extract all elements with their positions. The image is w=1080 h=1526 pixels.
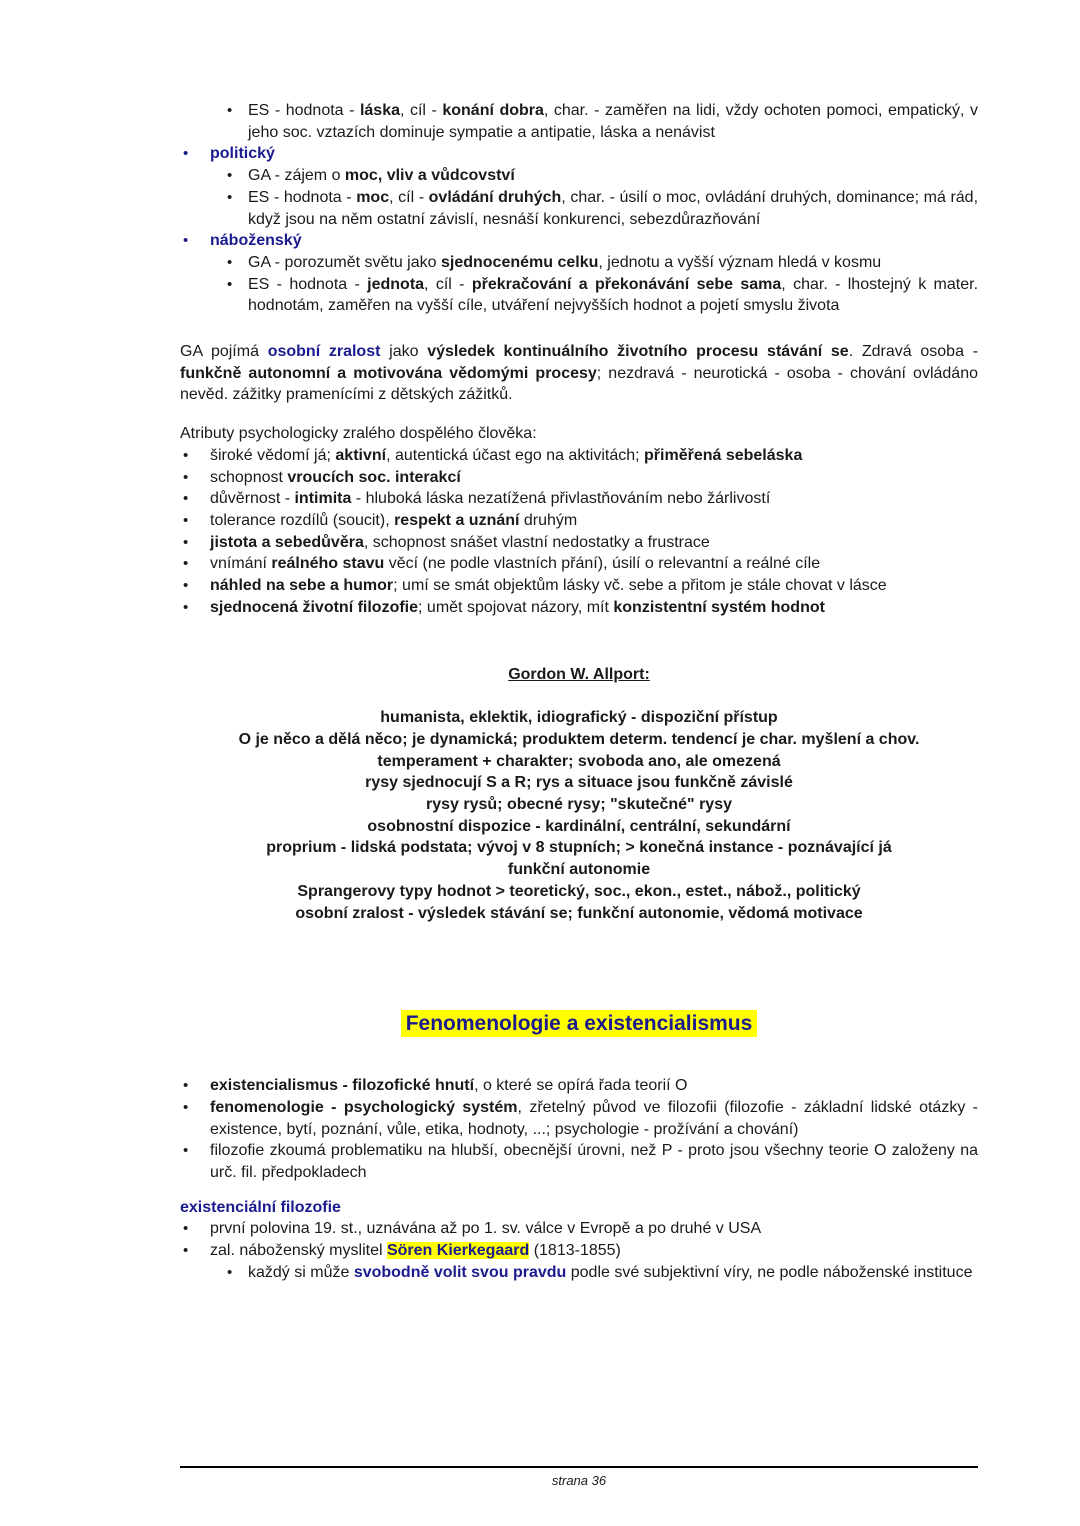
bullet-marker: • bbox=[227, 253, 233, 271]
text-run: , o které se opírá řada teorií O bbox=[474, 1077, 688, 1095]
text-run: osobnostní dispozice - kardinální, centrální, sekundární bbox=[367, 817, 791, 835]
text-run: Sören Kierkegaard bbox=[386, 1242, 530, 1260]
bullet-marker: • bbox=[183, 533, 189, 551]
bullet-item bbox=[180, 1218, 978, 1240]
text-run: , char. - zaměřen na lidi, vždy ochoten pomoci, empatický, v jeho soc. vztazích dominuje sympatie a antipatie, láska a nenávist bbox=[248, 102, 979, 141]
text-run: proprium - lidská podstata; vývoj v 8 stupních; > konečná instance - poznávající já bbox=[266, 839, 892, 857]
bullet-marker: • bbox=[227, 188, 233, 206]
bullet-item bbox=[180, 1140, 978, 1183]
bullet-item bbox=[180, 1097, 978, 1140]
text-run: ; umí se smát objektům lásky vč. sebe a přitom je stále chovat v lásce bbox=[393, 577, 887, 595]
text-run: věcí (ne podle vlastních přání), úsilí o relevantní a reálné cíle bbox=[384, 555, 821, 573]
text-run: rysy sjednocují S a R; rys a situace jsou funkčně závislé bbox=[365, 774, 793, 792]
centered-line bbox=[180, 903, 978, 925]
spacer bbox=[180, 1039, 978, 1075]
bullet-marker: • bbox=[183, 145, 189, 163]
bullet-marker: • bbox=[183, 1077, 189, 1095]
bullet-item bbox=[180, 575, 978, 597]
text-run: překračování a překonávání sebe sama bbox=[471, 275, 782, 293]
text-run: osobní zralost bbox=[267, 343, 381, 361]
page-footer bbox=[180, 1466, 978, 1488]
centered-line bbox=[180, 794, 978, 816]
spacer bbox=[180, 924, 978, 1009]
text-run: , zřetelný původ ve filozofii (filozofie - základní lidské otázky - existence, bytí, poznání, vůle, etika, hodnoty, ...; psychologie - prožívání a chování) bbox=[210, 1098, 979, 1138]
text-run: filozofie zkoumá problematiku na hlubší, obecnější úrovni, než P - proto jsou všechny teorie O založeny na urč. fil. předpokladech bbox=[210, 1142, 978, 1182]
text-run: sjednocená životní filozofie bbox=[210, 598, 419, 616]
text-run: ES - hodnota - bbox=[248, 102, 360, 119]
text-run: tolerance rozdílů (soucit), bbox=[210, 511, 395, 529]
text-run: ES - hodnota - bbox=[248, 275, 368, 293]
text-run: funkčně autonomní a motivována vědomými procesy bbox=[180, 364, 597, 382]
text-run: Gordon W. Allport: bbox=[508, 666, 650, 684]
bullet-marker: • bbox=[183, 577, 189, 595]
centered-line bbox=[180, 729, 978, 751]
text-run: druhým bbox=[519, 511, 578, 529]
text-run: zal. náboženský myslitel bbox=[210, 1242, 387, 1260]
text-run: sjednocenému celku bbox=[440, 253, 599, 271]
text-run: každý si může bbox=[248, 1263, 354, 1281]
text-run: moc bbox=[356, 188, 390, 206]
text-run: intimita bbox=[294, 490, 352, 508]
centered-line bbox=[180, 816, 978, 838]
text-run: humanista, eklektik, idiografický - dispoziční přístup bbox=[380, 709, 778, 727]
bullet-item bbox=[180, 143, 978, 165]
text-run: - hluboká láska nezatížená přivlastňováním nebo žárlivostí bbox=[351, 490, 771, 508]
page-number: strana 36 bbox=[551, 1473, 607, 1488]
text-run: , jednotu a vyšší význam hledá v kosmu bbox=[598, 253, 882, 271]
text-run: náhled na sebe a humor bbox=[210, 577, 394, 595]
text-run: respekt a uznání bbox=[394, 511, 520, 529]
bullet-marker: • bbox=[183, 1242, 189, 1260]
bullet-item bbox=[180, 1262, 978, 1284]
bullet-marker: • bbox=[183, 1142, 189, 1160]
text-run: O je něco a dělá něco; je dynamická; produktem determ. tendencí je char. myšlení a chov. bbox=[238, 730, 920, 748]
bullet-item bbox=[180, 553, 978, 575]
text-run: (1813-1855) bbox=[529, 1242, 621, 1260]
text-run: . Zdravá osoba - bbox=[848, 343, 979, 361]
bullet-item bbox=[180, 252, 978, 274]
text-run: , char. - lhostejný k mater. hodnotám, zaměřen na vyšší cíle, utváření nejvyšších hodnot a pojetí smyslu života bbox=[248, 275, 979, 315]
text-run: vroucích soc. interakcí bbox=[287, 468, 461, 486]
text-run: , schopnost snášet vlastní nedostatky a frustrace bbox=[363, 533, 710, 551]
bullet-marker: • bbox=[227, 275, 233, 293]
text-run: funkční autonomie bbox=[507, 861, 651, 879]
paragraph bbox=[180, 423, 978, 445]
text-run: existencialismus - filozofické hnutí bbox=[210, 1077, 475, 1095]
bullet-item bbox=[180, 488, 978, 510]
centered-line bbox=[180, 751, 978, 773]
bullet-marker: • bbox=[227, 1263, 233, 1281]
text-run: svobodně volit svou pravdu bbox=[353, 1263, 567, 1281]
text-run: Fenomenologie a existencialismus bbox=[401, 1010, 758, 1037]
text-run: fenomenologie - psychologický systém bbox=[210, 1098, 518, 1116]
bullet-item bbox=[180, 274, 978, 317]
bullet-item bbox=[180, 187, 978, 230]
bullet-marker: • bbox=[183, 232, 189, 250]
text-run: ES - hodnota - bbox=[248, 188, 357, 206]
text-run: Atributy psychologicky zralého dospělého člověka: bbox=[180, 425, 537, 443]
text-run: , cíl - bbox=[400, 102, 443, 119]
centered-line bbox=[180, 772, 978, 794]
text-run: , char. - úsilí o moc, ovládání druhých, dominance; má rád, když jsou na něm ostatní závislí, nesnáší konkurenci, sebezdůrazňování bbox=[248, 188, 979, 228]
centered-line bbox=[180, 707, 978, 729]
bullet-marker: • bbox=[227, 102, 233, 119]
bullet-item bbox=[180, 1240, 978, 1262]
text-run: rysy rysů; obecné rysy; "skutečné" rysy bbox=[426, 795, 732, 813]
text-run: , cíl - bbox=[389, 188, 429, 206]
bullet-marker: • bbox=[183, 446, 189, 464]
bullet-item bbox=[180, 510, 978, 532]
centered-line bbox=[180, 837, 978, 859]
text-run: aktivní bbox=[335, 446, 387, 464]
spacer bbox=[180, 406, 978, 423]
text-run: existenciální filozofie bbox=[180, 1198, 341, 1216]
bullet-item bbox=[180, 597, 978, 619]
text-run: GA - porozumět světu jako bbox=[248, 253, 441, 271]
text-run: láska bbox=[359, 102, 400, 119]
bullet-marker: • bbox=[183, 1098, 189, 1116]
centered-line bbox=[180, 859, 978, 881]
text-run: konání dobra bbox=[442, 102, 544, 119]
text-run: , autentická účast ego na aktivitách; bbox=[386, 446, 645, 464]
spacer bbox=[180, 317, 978, 341]
section-heading bbox=[180, 1009, 978, 1039]
text-run: GA - zájem o bbox=[248, 167, 345, 185]
bullet-item bbox=[180, 1075, 978, 1097]
spacer bbox=[180, 686, 978, 707]
text-run: reálného stavu bbox=[271, 555, 385, 573]
bullet-item bbox=[180, 445, 978, 467]
text-run: ovládání druhých bbox=[428, 188, 562, 206]
centered-line bbox=[180, 664, 978, 686]
spacer bbox=[180, 618, 978, 664]
text-run: GA pojímá bbox=[180, 343, 268, 361]
bullet-marker: • bbox=[183, 490, 189, 508]
text-run: jistota a sebedůvěra bbox=[210, 533, 364, 551]
text-run: přiměřená sebeláska bbox=[644, 446, 803, 464]
text-run: ; umět spojovat názory, mít bbox=[418, 598, 614, 616]
bullet-marker: • bbox=[227, 167, 233, 185]
bullet-marker: • bbox=[183, 598, 189, 616]
text-run: ; nezdravá - neurotická - osoba - chování ovládáno nevěd. zážitky pramenícími z dětských zážitků. bbox=[180, 364, 978, 404]
text-run: náboženský bbox=[210, 232, 302, 250]
bullet-item bbox=[180, 467, 978, 489]
text-run: osobní zralost - výsledek stávání se; funkční autonomie, vědomá motivace bbox=[295, 904, 863, 922]
centered-line bbox=[180, 881, 978, 903]
text-run: , cíl - bbox=[424, 275, 472, 293]
text-run: konzistentní systém hodnot bbox=[613, 598, 825, 616]
text-run: výsledek kontinuálního životního procesu stávání se bbox=[427, 343, 849, 361]
text-run: schopnost bbox=[210, 468, 288, 486]
text-run: temperament + charakter; svoboda ano, ale omezená bbox=[377, 752, 781, 770]
bullet-item bbox=[180, 532, 978, 554]
text-run: první polovina 19. st., uznávána až po 1. sv. válce v Evropě a po druhé v USA bbox=[210, 1220, 762, 1238]
paragraph bbox=[180, 1197, 978, 1219]
bullet-marker: • bbox=[183, 511, 189, 529]
document-body bbox=[180, 100, 978, 1284]
text-run: široké vědomí já; bbox=[210, 446, 336, 464]
bullet-item bbox=[180, 100, 978, 143]
text-run: vnímání bbox=[210, 555, 272, 573]
paragraph bbox=[180, 341, 978, 406]
bullet-item bbox=[180, 230, 978, 252]
text-run: moc, vliv a vůdcovství bbox=[344, 167, 515, 185]
bullet-marker: • bbox=[183, 468, 189, 486]
bullet-item bbox=[180, 165, 978, 187]
bullet-marker: • bbox=[183, 1220, 189, 1238]
text-run: Sprangerovy typy hodnot > teoretický, soc., ekon., estet., nábož., politický bbox=[297, 882, 861, 900]
text-run: politický bbox=[210, 145, 275, 163]
text-run: podle své subjektivní víry, ne podle náboženské instituce bbox=[566, 1263, 973, 1281]
bullet-marker: • bbox=[183, 555, 189, 573]
text-run: důvěrnost - bbox=[210, 490, 295, 508]
text-run: jako bbox=[380, 343, 428, 361]
spacer bbox=[180, 1184, 978, 1197]
text-run: jednota bbox=[367, 275, 425, 293]
